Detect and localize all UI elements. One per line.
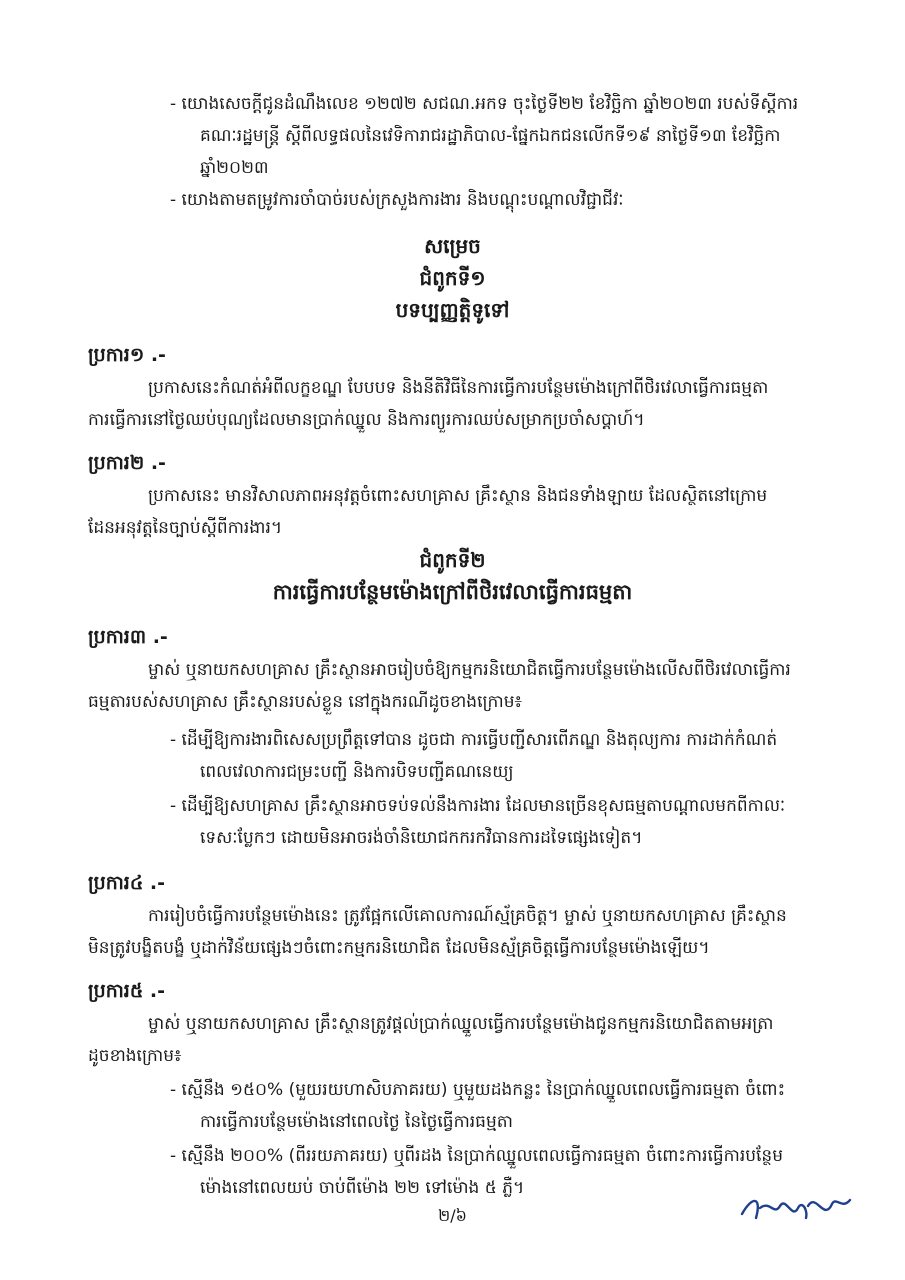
article-text: ការរៀបចំធ្វើការបន្ថែមម៉ោងនេះ ត្រូវផ្អែកលើគោលការណ៍ស្ម័គ្រចិត្ត។ ម្ចាស់ ឬនាយកសហគ្រាស គ្រឹះស្ថាន	[148, 906, 787, 926]
decision-title: សម្រេច	[424, 234, 481, 258]
article-text: ដែនអនុវត្តនៃច្បាប់ស្ដីពីការងារ។	[88, 518, 283, 538]
article-text: ប្រកាសនេះ មានវិសាលភាពអនុវត្តចំពោះសហគ្រាស គ្រឹះស្ថាន និងជនទាំងឡាយ ដែលស្ថិតនៅក្រោម	[148, 486, 768, 506]
preamble-line: គណៈរដ្ឋមន្ដ្រី ស្ដីពីលទ្ធផលនៃវេទិការាជរដ្ឋាភិបាល-ផ្នែកឯកជនលើកទី១៩ នាថ្ងៃទី១៣ ខែវិច្ឆិកា	[200, 126, 781, 146]
article-heading: ប្រការ៥ .-	[88, 980, 166, 1002]
preamble-line: - យោងសេចក្ដីជូនដំណឹងលេខ ១២៧២ សជណ.អកទ ចុះថ្ងៃទី២២ ខែវិច្ឆិកា ឆ្នាំ២០២៣ របស់ទីស្ដីការ	[170, 94, 799, 114]
article-bullet: ទេសៈប្លែកៗ ដោយមិនអាចរង់ចាំនិយោជកករកវិធានការដទៃផ្សេងទៀត។	[200, 828, 643, 848]
preamble-line: - យោងតាមតម្រូវការចាំបាច់របស់ក្រសួងការងារ និងបណ្ដុះបណ្ដាលវិជ្ជាជីវៈ	[170, 190, 624, 210]
page-number: ២/៦	[438, 1206, 467, 1225]
chapter-title: ការធ្វើការបន្ថែមម៉ោងក្រៅពីថិរវេលាធ្វើការធម្មតា	[272, 580, 633, 604]
article-text: ម្ចាស់ ឬនាយកសហគ្រាស គ្រឹះស្ថានអាចរៀបចំឱ្យកម្មករនិយោជិតធ្វើការបន្ថែមម៉ោងលើសពីថិរវេលាធ្វើការ	[148, 660, 791, 680]
article-bullet: - ស្មើនឹង ២០០% (ពីររយភាគរយ) ឬពីរដង នៃប្រាក់ឈ្នួលពេលធ្វើការធម្មតា ចំពោះការធ្វើការបន្ថែម	[170, 1146, 784, 1166]
article-text: ដូចខាងក្រោម៖	[88, 1046, 182, 1066]
article-text: ម្ចាស់ ឬនាយកសហគ្រាស គ្រឹះស្ថានត្រូវផ្ដល់ប្រាក់ឈ្នួលធ្វើការបន្ថែមម៉ោងជូនកម្មករនិយោជិតតាមអត្រា	[148, 1014, 774, 1034]
article-heading: ប្រការ១ .-	[88, 344, 166, 366]
article-heading: ប្រការ៤ .-	[88, 872, 166, 894]
chapter-number: ជំពូកទី២	[419, 548, 486, 572]
article-heading: ប្រការ៣ .-	[88, 626, 168, 648]
chapter-number: ជំពូកទី១	[419, 266, 486, 290]
article-bullet: ពេលវេលាការជម្រះបញ្ជី និងការបិទបញ្ជីគណនេយ្យ	[200, 762, 514, 782]
article-text: ការធ្វើការនៅថ្ងៃឈប់បុណ្យដែលមានប្រាក់ឈ្នួល និងការព្យួរការឈប់សម្រាកប្រចាំសប្ដាហ៍។	[88, 410, 645, 430]
article-heading: ប្រការ២ .-	[88, 452, 166, 474]
article-text: មិនត្រូវបង្ខិតបង្ខំ ឬដាក់វិន័យផ្សេងៗចំពោះកម្មករនិយោជិត ដែលមិនស្ម័គ្រចិត្តធ្វើការបន្ថែមម៉ោងឡើយ។	[88, 938, 710, 958]
article-bullet: - ដើម្បីឱ្យការងារពិសេសប្រព្រឹត្តទៅបាន ដូចជា ការធ្វើបញ្ជីសារពើភណ្ឌ និងតុល្យការ ការដាក់កំណត់	[170, 730, 778, 750]
article-bullet: ម៉ោងនៅពេលយប់ ចាប់ពីម៉ោង ២២ ទៅម៉ោង ៥ ភ្លឺ។	[200, 1178, 525, 1198]
article-bullet: - ស្មើនឹង ១៥០% (មួយរយហាសិបភាគរយ) ឬមួយដងកន្លះ នៃប្រាក់ឈ្នួលពេលធ្វើការធម្មតា ចំពោះ	[170, 1080, 786, 1100]
article-bullet: ការធ្វើការបន្ថែមម៉ោងនៅពេលថ្ងៃ នៃថ្ងៃធ្វើការធម្មតា	[200, 1112, 513, 1132]
article-text: ធម្មតារបស់សហគ្រាស គ្រឹះស្ថានរបស់ខ្លួន នៅក្នុងករណីដូចខាងក្រោម៖	[88, 692, 522, 712]
chapter-title: បទប្បញ្ញត្តិទូទៅ	[395, 298, 510, 322]
preamble-line: ឆ្នាំ២០២៣	[200, 158, 269, 178]
article-bullet: - ដើម្បីឱ្យសហគ្រាស គ្រឹះស្ថានអាចទប់ទល់នឹងការងារ ដែលមានច្រើនខុសធម្មតាបណ្ដាលមកពីកាលៈ	[170, 796, 786, 816]
article-text: ប្រកាសនេះកំណត់អំពីលក្ខខណ្ឌ បែបបទ និងនីតិវិធីនៃការធ្វើការបន្ថែមម៉ោងក្រៅពីថិរវេលាធ្វើការធម្មតា	[148, 378, 769, 398]
